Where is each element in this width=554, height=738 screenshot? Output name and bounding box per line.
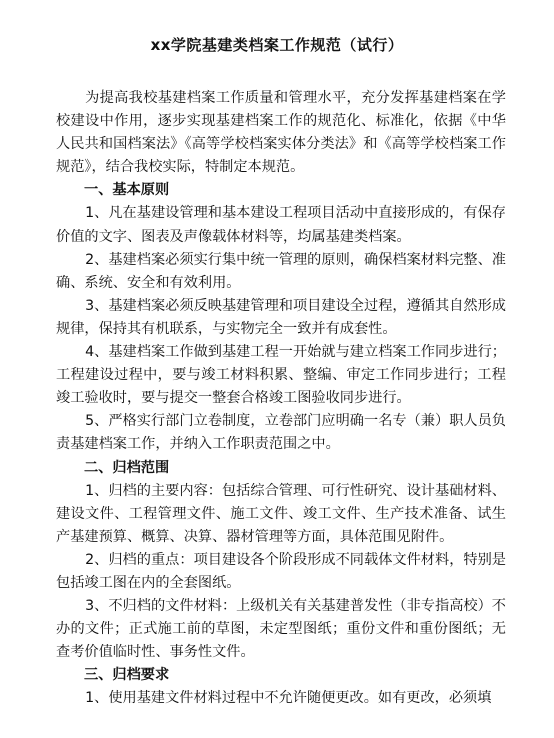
section-heading-scope: 二、归档范围 <box>84 459 170 476</box>
paragraph: 3、基建档案必须反映基建管理和项目建设全过程，遵循其自然形成规律，保持其有机联系，与实物完全一致并有成套性。 <box>56 297 506 337</box>
paragraph: 2、归档的重点：项目建设各个阶段形成不同载体文件材料，特别是包括竣工图在内的全套图纸。 <box>56 551 506 591</box>
paragraph: 4、基建档案工作做到基建工程一开始就与建立档案工作同步进行；工程建设过程中，要与竣工材料积累、整编、审定工作同步进行；工程竣工验收时，要与提交一整套合格竣工图验收同步进行。 <box>56 344 506 407</box>
paragraph: 2、基建档案必须实行集中统一管理的原则，确保档案材料完整、准确、系统、安全和有效利用。 <box>56 251 506 291</box>
paragraph: 3、不归档的文件材料：上级机关有关基建普发性（非专指高校）不办的文件；正式施工前的草图，未定型图纸；重份文件和重份图纸；无查考价值临时性、事务性文件。 <box>56 598 506 661</box>
paragraph: 1、凡在基建设管理和基本建设工程项目活动中直接形成的，有保存价值的文字、图表及声像载体材料等，均属基建类档案。 <box>56 205 506 245</box>
section-heading-principles: 一、基本原则 <box>84 182 170 199</box>
paragraph: 1、归档的主要内容：包括综合管理、可行性研究、设计基础材料、建设文件、工程管理文件、施工文件、竣工文件、生产技术准备、试生产基建预算、概算、决算、器材管理等方面，具体范围见附件。 <box>56 482 506 545</box>
section-heading-requirements: 三、归档要求 <box>84 667 170 684</box>
document-title: xx学院基建类档案工作规范（试行） <box>150 36 404 54</box>
intro-paragraph: 为提高我校基建档案工作质量和管理水平，充分发挥基建档案在学校建设中作用，逐步实现基建档案工作的规范化、标准化，依据《中华人民共和国档案法》《高等学校档案实体分类法》和《高等学校档案工作规范》，结合我校实际，特制定本规范。 <box>56 90 506 176</box>
document-body <box>56 87 506 711</box>
paragraph: 1、使用基建文件材料过程中不允许随便更改。如有更改，必须填 <box>85 690 492 707</box>
paragraph: 5、严格实行部门立卷制度，立卷部门应明确一名专（兼）职人员负责基建档案工作，并纳入工作职责范围之中。 <box>56 413 506 453</box>
